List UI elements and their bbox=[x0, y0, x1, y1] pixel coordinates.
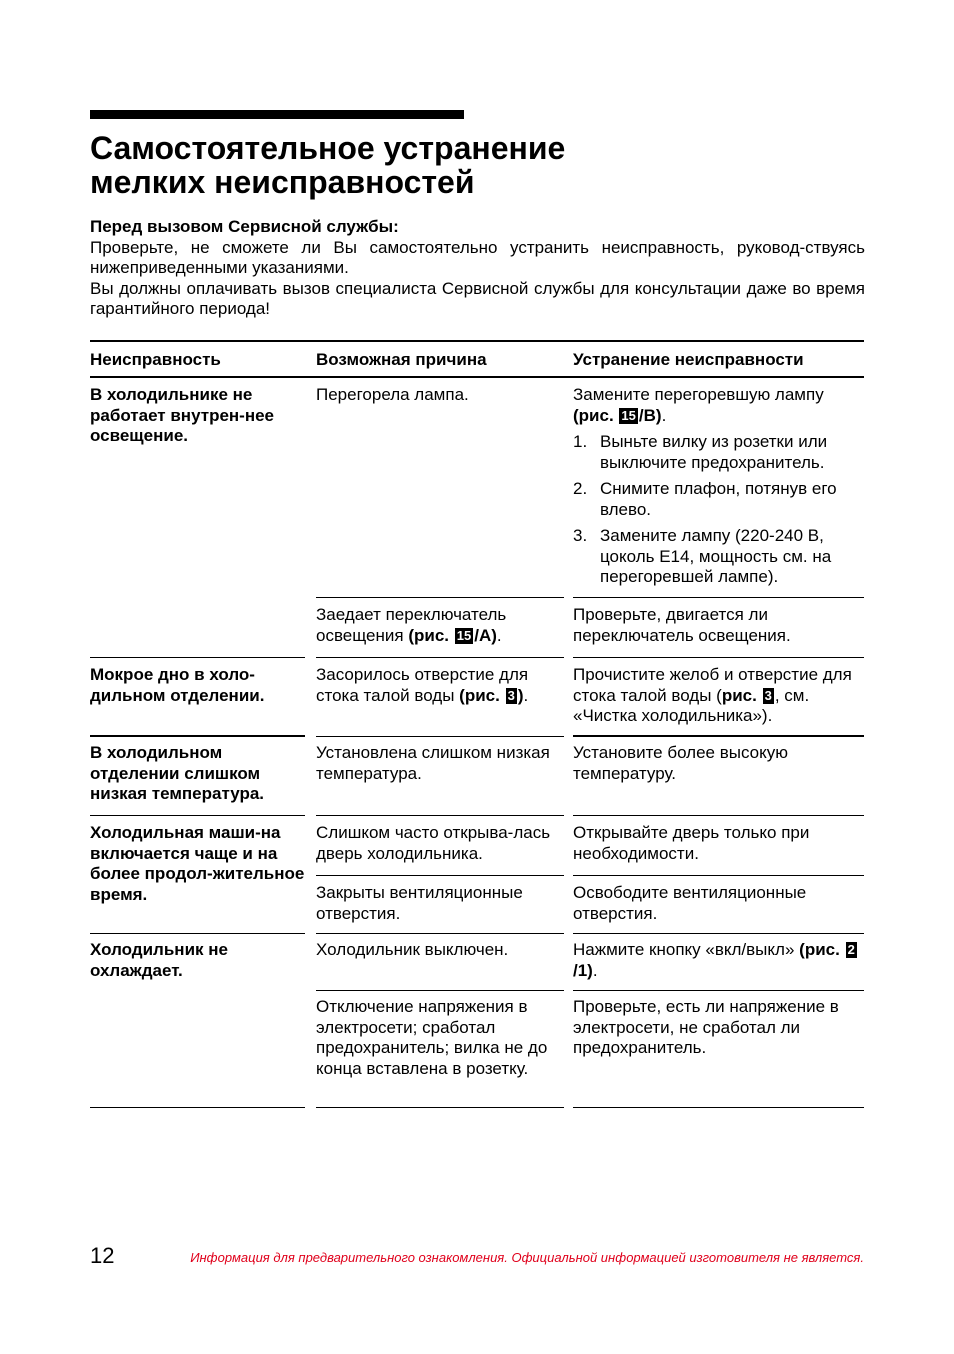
row-divider bbox=[316, 1107, 564, 1108]
cause-temp-too-low: Установлена слишком низкая температура. bbox=[316, 743, 550, 783]
cause-switch-stuck: Заедает переключатель освещения (рис. 15 /A). bbox=[316, 605, 507, 645]
list-item: 2. Снимите плафон, потянув его влево. bbox=[573, 479, 837, 519]
fix-check-power: Проверьте, есть ли напряжение в электросети, не сработал ли предохранитель. bbox=[573, 997, 839, 1057]
cause-lamp-burned: Перегорела лампа. bbox=[316, 385, 469, 404]
row-divider bbox=[573, 1107, 864, 1108]
header-fix: Устранение неисправности bbox=[573, 350, 804, 369]
figure-number-badge: 15 bbox=[621, 407, 636, 423]
figure-ref: (рис. 15 /B) bbox=[573, 405, 662, 425]
fix-replace-lamp: Замените перегоревшую лампу (рис. 15 /B). 1. Выньте вилку из розетки или выключите предохранитель. 2. Снимите плафон, потянув его влево. 3. Замените лампу (220-240 В, цоколь E14, мощность см. на перегоревшей лампе). bbox=[573, 385, 864, 588]
fix-raise-temp: Установите более высокую температуру. bbox=[573, 743, 788, 783]
row-divider bbox=[316, 875, 564, 876]
cause-vents-blocked: Закрыты вентиляционные отверстия. bbox=[316, 883, 523, 923]
page-number: 12 bbox=[90, 1243, 115, 1268]
figure-number-badge: 3 bbox=[764, 687, 772, 703]
title-rule bbox=[90, 110, 464, 119]
row-divider bbox=[90, 1107, 305, 1108]
intro-paragraph-1: Проверьте, не сможете ли Вы самостоятельно устранить неисправность, руковод-ствуясь нижеприведенными указаниями. bbox=[90, 237, 865, 277]
table-header bbox=[90, 340, 864, 378]
lamp-steps-list bbox=[573, 432, 864, 588]
fix-press-power: Нажмите кнопку «вкл/выкл» (рис. 2/1). bbox=[573, 940, 864, 981]
figure-ref: (рис. 15 /A) bbox=[408, 625, 497, 645]
fault-lighting: В холодильнике не работает внутрен-нее освещение. bbox=[90, 385, 275, 445]
fix-check-switch: Проверьте, двигается ли переключатель освещения. bbox=[573, 605, 791, 645]
row-divider bbox=[573, 657, 864, 658]
row-divider bbox=[316, 815, 564, 816]
cause-door-opened: Слишком часто открыва-лась дверь холодильника. bbox=[316, 823, 551, 863]
fault-not-cooling: Холодильник не охлаждает. bbox=[90, 940, 228, 980]
row-divider bbox=[90, 735, 305, 737]
row-divider bbox=[90, 815, 305, 816]
list-item: 3. Замените лампу (220-240 В, цоколь E14, мощность см. на перегоревшей лампе). bbox=[573, 526, 832, 586]
row-divider bbox=[573, 597, 864, 598]
page-title-line2: мелких неисправностей bbox=[90, 164, 475, 200]
figure-ref: (рис. 2/1) bbox=[573, 940, 855, 980]
row-divider bbox=[316, 933, 564, 934]
row-divider bbox=[316, 990, 564, 991]
fault-wet-bottom: Мокрое дно в холо-дильном отделении. bbox=[90, 665, 265, 705]
list-item: 1. Выньте вилку из розетки или выключите предохранитель. bbox=[573, 432, 828, 472]
fix-clean-drain: Прочистите желоб и отверстие для стока талой воды (рис. 3 , см. «Чистка холодильника»). bbox=[573, 665, 852, 725]
page-title-line1: Самостоятельное устранение bbox=[90, 130, 566, 166]
row-divider bbox=[90, 933, 305, 934]
cause-power-outage: Отключение напряжения в электросети; сработал предохранитель; вилка не до конца вставлена в розетку. bbox=[316, 997, 548, 1078]
cause-switched-off: Холодильник выключен. bbox=[316, 940, 509, 959]
figure-number-badge: 3 bbox=[507, 687, 515, 703]
figure-number-badge: 2 bbox=[847, 942, 855, 957]
row-divider bbox=[316, 736, 564, 737]
row-divider bbox=[573, 875, 864, 876]
intro-paragraph-2: Вы должны оплачивать вызов специалиста Сервисной службы для консультации даже во время гарантийного периода! bbox=[90, 278, 865, 318]
row-divider bbox=[573, 735, 864, 737]
page-title bbox=[90, 131, 790, 199]
fix-replace-lamp-text: Замените перегоревшую лампу bbox=[573, 385, 824, 404]
row-divider bbox=[316, 657, 564, 658]
header-fault: Неисправность bbox=[90, 350, 221, 369]
figure-number-badge: 15 bbox=[456, 627, 472, 643]
row-divider bbox=[90, 657, 305, 658]
fault-runs-often: Холодильная маши-на включается чаще и на более продол-жительное время. bbox=[90, 823, 305, 904]
row-divider bbox=[573, 815, 864, 816]
intro-heading: Перед вызовом Сервисной службы: bbox=[90, 217, 399, 236]
header-cause: Возможная причина bbox=[316, 350, 487, 369]
cause-drain-clogged: Засорилось отверстие для стока талой воды (рис. 3 ). bbox=[316, 665, 529, 705]
footer-disclaimer: Информация для предварительного ознакомления. Официальной информацией изготовителя не является. bbox=[190, 1250, 864, 1265]
row-divider bbox=[316, 597, 564, 598]
row-divider bbox=[573, 933, 864, 934]
figure-ref: (рис. 3 ) bbox=[459, 685, 524, 705]
fix-free-vents: Освободите вентиляционные отверстия. bbox=[573, 883, 807, 923]
fix-open-door-less: Открывайте дверь только при необходимости. bbox=[573, 823, 810, 863]
row-divider bbox=[573, 990, 864, 991]
intro-section bbox=[90, 217, 865, 320]
fault-too-cold: В холодильном отделении слишком низкая температура. bbox=[90, 743, 265, 803]
